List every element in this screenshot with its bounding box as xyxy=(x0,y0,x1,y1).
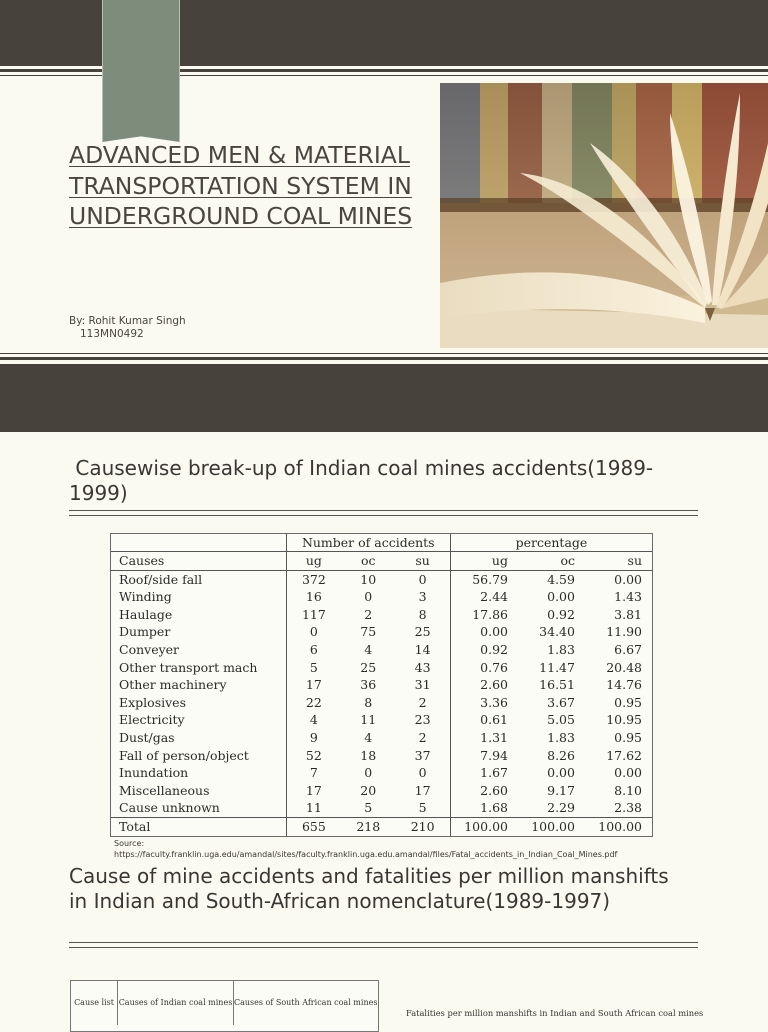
cause-list-table xyxy=(70,980,379,1032)
table-cell: 75 xyxy=(360,624,377,640)
header-indian-causes: Causes of Indian coal mines xyxy=(118,981,234,1025)
table-cell: Explosives xyxy=(119,694,186,710)
table-cell: 11.90 xyxy=(606,624,642,640)
table-cell: Other transport mach xyxy=(119,659,258,675)
table-cell: Dust/gas xyxy=(119,729,175,745)
column-header-su: su xyxy=(395,552,450,571)
table-row xyxy=(111,623,652,641)
table-header-row xyxy=(111,552,652,571)
table-cell: 1.83 xyxy=(547,729,575,745)
source-note xyxy=(114,838,674,860)
figure-caption: Fatalities per million manshifts in Indian and South African coal mines xyxy=(406,1008,704,1018)
table-cell: 5.05 xyxy=(547,712,575,728)
table-row xyxy=(111,641,652,659)
table-cell: Electricity xyxy=(119,712,185,728)
table-cell: 16.51 xyxy=(539,677,575,693)
table-cell: 218 xyxy=(341,817,395,835)
table-row xyxy=(111,694,652,712)
table-cell: 2.44 xyxy=(450,588,518,606)
table-cell: 31 xyxy=(414,677,431,693)
heading-rule-1 xyxy=(69,510,698,511)
table-cell: Dumper xyxy=(119,624,171,640)
table-cell: 23 xyxy=(414,712,431,728)
table-cell: 6.67 xyxy=(614,641,642,657)
group-header-percentage: percentage xyxy=(450,534,652,552)
heading-rule-2 xyxy=(69,515,698,516)
table-cell: 1.43 xyxy=(614,589,642,605)
table-cell: 2 xyxy=(364,606,373,622)
table-row xyxy=(111,799,652,817)
table-cell: 16 xyxy=(286,588,341,606)
table-row xyxy=(111,659,652,677)
author-name: By: Rohit Kumar Singh xyxy=(69,315,186,327)
table-cell: Haulage xyxy=(119,606,173,622)
table-cell: 3.67 xyxy=(547,694,575,710)
table-cell: Total xyxy=(111,817,286,835)
column-header-su-pct: su xyxy=(585,552,652,571)
table-cell: 0.00 xyxy=(614,765,642,781)
table-cell: 4 xyxy=(364,641,373,657)
table-cell: 18 xyxy=(360,747,377,763)
table-cell: 0 xyxy=(364,589,373,605)
table-cell: 210 xyxy=(395,817,450,835)
table-cell: 17 xyxy=(286,782,341,800)
table-cell: 0 xyxy=(286,623,341,641)
table-cell: 0.76 xyxy=(450,659,518,677)
table-cell: 3 xyxy=(418,589,427,605)
table-cell: 11 xyxy=(360,712,377,728)
table-cell: Inundation xyxy=(119,765,189,781)
table-cell: 372 xyxy=(286,570,341,588)
table-cell: 56.79 xyxy=(450,570,518,588)
table-cell: 9.17 xyxy=(547,782,575,798)
table-cell: 6 xyxy=(286,641,341,659)
table-cell: 1.31 xyxy=(450,729,518,747)
table-row xyxy=(111,570,652,588)
table-cell: 0 xyxy=(364,765,373,781)
bookmark-ribbon xyxy=(102,0,180,142)
table-cell: Roof/side fall xyxy=(119,571,203,587)
column-header-oc: oc xyxy=(341,552,395,571)
table-cell: 17.62 xyxy=(606,747,642,763)
header-cause-list: Cause list xyxy=(71,981,118,1025)
table-cell: 8.10 xyxy=(614,782,642,798)
table-cell: 5 xyxy=(364,800,373,816)
slide-title: ADVANCED MEN & MATERIAL TRANSPORTATION SYSTEM IN UNDERGROUND COAL MINES xyxy=(69,141,413,230)
column-header-oc-pct: oc xyxy=(518,552,585,571)
table-cell: 7 xyxy=(286,764,341,782)
table-cell: 52 xyxy=(286,747,341,765)
heading-rule-4 xyxy=(69,947,698,948)
table-cell: 2.38 xyxy=(614,800,642,816)
column-header-causes: Causes xyxy=(111,552,286,571)
open-book-photo xyxy=(440,83,768,348)
table-total-row xyxy=(111,817,652,835)
table-cell: 10.95 xyxy=(606,712,642,728)
table-cell: Cause unknown xyxy=(119,800,220,816)
accidents-heading: Causewise break-up of Indian coal mines accidents(1989-1999) xyxy=(69,456,654,505)
table-cell: 2.60 xyxy=(450,782,518,800)
column-header-ug: ug xyxy=(286,552,341,571)
column-header-ug-pct: ug xyxy=(450,552,518,571)
table-cell: Miscellaneous xyxy=(119,782,210,798)
table-cell: 20 xyxy=(360,782,377,798)
table-cell: 4 xyxy=(286,711,341,729)
table-cell: 0.95 xyxy=(614,694,642,710)
table-cell: 5 xyxy=(286,659,341,677)
roll-number: 113MN0492 xyxy=(80,328,144,340)
table-cell: 2.60 xyxy=(450,676,518,694)
table-cell: 0.00 xyxy=(547,765,575,781)
bottom-rule-thin xyxy=(0,353,768,354)
table-cell: 37 xyxy=(414,747,431,763)
table-cell: 4 xyxy=(364,729,373,745)
table-row xyxy=(111,676,652,694)
table-cell: Other machinery xyxy=(119,677,227,693)
table-cell: 22 xyxy=(286,694,341,712)
source-link[interactable]: https://faculty.franklin.uga.edu/amandal/sites/faculty.franklin.uga.edu.amandal/files/Fatal_accidents_in_Indian_Coal_Mines.pdf xyxy=(114,850,618,859)
table-cell: 17.86 xyxy=(450,606,518,624)
table-cell: 0 xyxy=(418,571,427,587)
table-cell: 0.95 xyxy=(614,729,642,745)
table-cell: 2 xyxy=(418,694,427,710)
table-cell: 11.47 xyxy=(539,659,575,675)
table-row xyxy=(111,764,652,782)
table-cell: 14 xyxy=(414,641,431,657)
table-cell: 3.81 xyxy=(614,606,642,622)
table-row xyxy=(111,588,652,606)
table-row xyxy=(111,711,652,729)
table-cell: 655 xyxy=(286,817,341,835)
table-cell: 7.94 xyxy=(450,747,518,765)
table-cell: 0 xyxy=(418,765,427,781)
table-cell: 10 xyxy=(360,571,377,587)
table-cell: 4.59 xyxy=(547,571,575,587)
table-cell: 1.83 xyxy=(547,641,575,657)
table-cell: 0.00 xyxy=(450,623,518,641)
table-row xyxy=(111,606,652,624)
table-cell: 100.00 xyxy=(450,817,518,835)
table-group-header-row xyxy=(111,534,652,552)
table-cell: 100.00 xyxy=(518,817,585,835)
table-cell: 8 xyxy=(418,606,427,622)
table-cell: 36 xyxy=(360,677,377,693)
table-cell: 100.00 xyxy=(585,817,652,835)
table-row xyxy=(111,782,652,800)
table-cell: 9 xyxy=(286,729,341,747)
table-cell: 2.29 xyxy=(547,800,575,816)
table-cell: 0.00 xyxy=(547,589,575,605)
table-cell: 1.68 xyxy=(450,799,518,817)
table-cell: 17 xyxy=(414,782,431,798)
table-cell: 34.40 xyxy=(539,624,575,640)
byline xyxy=(69,315,186,341)
table-cell: 14.76 xyxy=(606,677,642,693)
table-cell: 43 xyxy=(414,659,431,675)
table-cell: 117 xyxy=(286,606,341,624)
table-cell: 3.36 xyxy=(450,694,518,712)
table-cell: 5 xyxy=(418,800,427,816)
table-cell: 8.26 xyxy=(547,747,575,763)
group-header-number-of-accidents: Number of accidents xyxy=(286,534,450,552)
table-cell: 0.92 xyxy=(450,641,518,659)
table-cell: Conveyer xyxy=(119,641,180,657)
table-cell: 1.67 xyxy=(450,764,518,782)
fatalities-heading: Cause of mine accidents and fatalities per million manshifts in Indian and South-African nomenclature(1989-1997) xyxy=(69,864,669,913)
table-cell: Winding xyxy=(119,589,172,605)
table-cell: 17 xyxy=(286,676,341,694)
accidents-table xyxy=(110,533,653,837)
table-cell: 11 xyxy=(286,799,341,817)
bottom-rule-thick xyxy=(0,357,768,360)
table-cell: 2 xyxy=(418,729,427,745)
title-slide xyxy=(0,0,768,432)
table-cell: Fall of person/object xyxy=(119,747,249,763)
table-cell: 0.00 xyxy=(614,571,642,587)
table-cell: 0.92 xyxy=(547,606,575,622)
table-cell: 25 xyxy=(414,624,431,640)
table-cell: 25 xyxy=(360,659,377,675)
table-cell: 8 xyxy=(364,694,373,710)
heading-rule-3 xyxy=(69,942,698,943)
bottom-band xyxy=(0,364,768,432)
header-south-african-causes: Causes of South African coal mines xyxy=(234,998,378,1007)
table-cell: 0.61 xyxy=(450,711,518,729)
source-label: Source: xyxy=(114,839,145,848)
table-row xyxy=(111,747,652,765)
table-cell: 20.48 xyxy=(606,659,642,675)
table-row xyxy=(111,729,652,747)
